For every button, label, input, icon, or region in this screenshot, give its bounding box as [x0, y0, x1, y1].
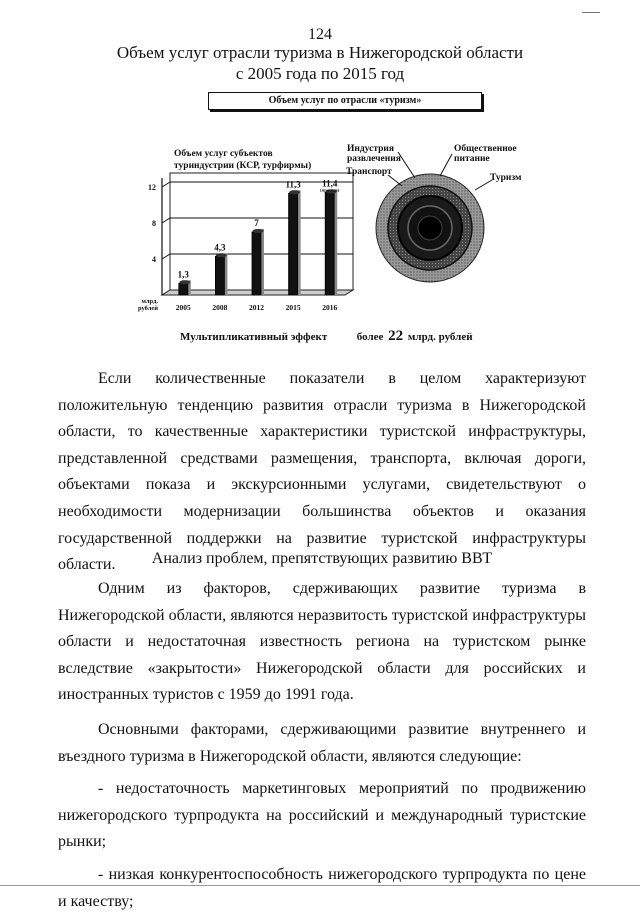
- bar-value-label: 1,3: [177, 269, 189, 280]
- bar-cap: [289, 190, 300, 194]
- title-line-1: Объем услуг отрасли туризма в Нижегородской области: [116, 43, 524, 62]
- page-number: 124: [308, 26, 332, 43]
- y-tick-label: 12: [148, 183, 156, 192]
- forecast-note: (прогноз): [320, 187, 340, 193]
- bar-cap: [179, 280, 190, 284]
- bullet-2: - низкая конкурентоспособность нижегородского турпродукта по цене и качеству;: [58, 865, 586, 910]
- bar: [215, 256, 224, 295]
- bar-chart: [138, 148, 353, 312]
- paragraph-2: Одним из факторов, сдерживающих развитие туризма в Нижегородской области, являются неразвитость туристской инфраструктуры области и недостаточная известность региона на туристском рынке вследствие «закрытости» Нижегородской области для российских и иностранных туристов с 1959 до 1991 года.: [58, 580, 586, 704]
- figure-svg: [137, 130, 560, 355]
- body-block: [58, 576, 586, 915]
- y-tick-label: 4: [152, 255, 156, 264]
- ring-diagram: [346, 143, 522, 282]
- bar-cap: [216, 253, 227, 257]
- gridline-diag: [162, 218, 170, 223]
- bar-value-label: 11,4: [322, 178, 338, 189]
- bullet-1: - недостаточность маркетинговых мероприятий по продвижению нижегородского турпродукта на российский и международный туристские рынки;: [58, 780, 586, 851]
- bar: [179, 283, 188, 295]
- title-line-2: с 2005 года по 2015 год: [235, 64, 405, 83]
- leader-2: [440, 154, 452, 176]
- bottom-rule: [0, 885, 640, 886]
- multiplier-line: [180, 328, 473, 345]
- y-tick-label: 8: [152, 219, 156, 228]
- x-tick-label: 2015: [285, 303, 301, 312]
- paragraph-3: Основными факторами, сдерживающими развитие внутреннего и въездного туризма в Нижегородской области, являются следующие:: [58, 720, 586, 765]
- y-unit-label-2: рублей: [137, 305, 158, 312]
- ring-label: питание: [454, 154, 490, 164]
- multiplier-unit: млрд. рублей: [407, 331, 473, 343]
- section-heading: Анализ проблем, препятствующих развитию ВВТ: [151, 550, 493, 567]
- bar-value-label: 4,3: [214, 242, 226, 253]
- bar: [252, 232, 261, 295]
- multiplier-prefix: более: [356, 331, 384, 343]
- ring-core: [418, 216, 442, 240]
- gridline-diag: [162, 254, 170, 259]
- multiplier-value: 22: [388, 328, 404, 344]
- paragraph-1: Если количественные показатели в целом характеризуют положительную тенденцию развития отрасли туризма в Нижегородской области, то качественные характеристики туристской инфраструктуры, представленной средствами размещения, транспорта, включая дороги, объектами показа и экскурсионными услугами, свидетельствуют о необходимости модернизации большинства объектов и оказания государственной поддержки на развитие туристской инфраструктуры области.: [58, 370, 586, 574]
- page-title: [40, 42, 600, 84]
- bars-layer: [138, 173, 353, 312]
- bar-cap: [253, 229, 264, 233]
- page-corner-mark: [582, 12, 600, 13]
- x-tick-label: 2008: [212, 303, 228, 312]
- y-unit-label-1: млрд.: [141, 298, 158, 305]
- gridline-diag: [162, 182, 170, 187]
- x-tick-label: 2016: [322, 303, 338, 312]
- bar-chart-title-line-1: Объем услуг субъектов: [174, 149, 273, 159]
- multiplier-label: Мультипликативный эффект: [180, 331, 328, 343]
- ring-label: Общественное: [454, 144, 517, 154]
- bar-value-label: 7: [254, 218, 259, 228]
- x-tick-label: 2012: [249, 303, 264, 312]
- paragraph-1-block: [58, 366, 586, 579]
- figure-banner: Объем услуг по отрасли «туризм»: [208, 92, 482, 110]
- ring-label: развлечения: [347, 154, 401, 164]
- bar-chart-title-line-2: туриндустрии (КСР, турфирмы): [174, 161, 312, 171]
- bar-value-label: 11,3: [285, 179, 301, 190]
- x-tick-label: 2005: [175, 303, 191, 312]
- ring-label: Транспорт: [346, 167, 392, 177]
- ring-label: Индустрия: [347, 144, 395, 154]
- ring-label: Туризм: [490, 173, 522, 183]
- bar: [325, 192, 334, 295]
- bar: [289, 193, 298, 295]
